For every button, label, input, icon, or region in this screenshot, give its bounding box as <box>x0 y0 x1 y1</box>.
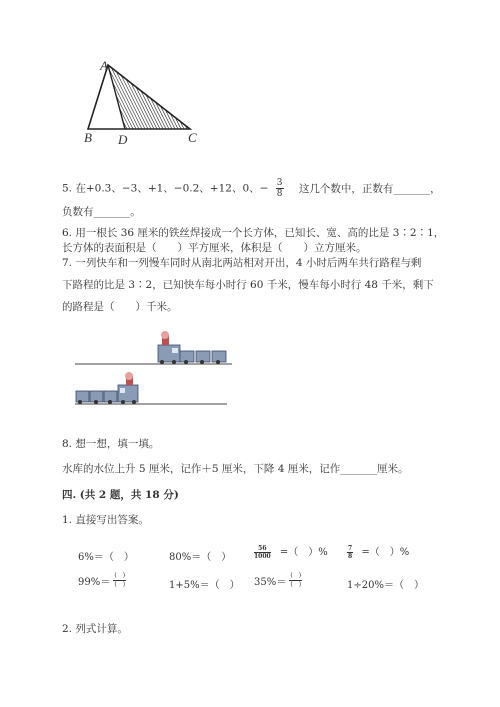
calc-r1-c4 <box>347 543 409 560</box>
calc-r1-c4-text: =（ ）% <box>361 547 410 558</box>
hatch-line <box>174 55 208 135</box>
calc-r1-c4-num: 7 <box>348 545 353 552</box>
label-c: C <box>188 130 197 145</box>
q5-frac-den: 8 <box>276 189 283 199</box>
hatch-line <box>78 55 100 135</box>
question-8-text: 水库的水位上升 5 厘米，记作＋5 厘米，下降 4 厘米，记作_______厘米。 <box>62 463 409 475</box>
hatch-line <box>198 55 208 135</box>
hatch-line <box>183 55 208 135</box>
question-6-line1: 6. 用一根长 36 厘米的铁丝焊接成一个长方体，已知长、宽、高的比是 3∶2∶1， <box>62 227 445 239</box>
calc-r1-c3-text: =（ ）% <box>279 547 328 558</box>
question-5-line1 <box>62 178 441 199</box>
calc-r1-c3-den: 1000 <box>254 553 271 560</box>
calc-r2-c1-den: ( ) <box>114 581 126 588</box>
segment-ad <box>108 65 125 129</box>
hatch-line <box>168 55 208 135</box>
slow-train <box>76 372 138 404</box>
section-title: 四. (共 2 题，共 18 分) <box>62 489 179 501</box>
label-a: A <box>100 58 108 73</box>
hatch-line <box>78 55 97 135</box>
calc-r2-c2: 1+5%＝（ ） <box>169 580 240 591</box>
hatch-line <box>180 55 208 135</box>
hatch-line <box>153 55 193 135</box>
label-d: D <box>118 132 128 147</box>
question-8-title: 8. 想一想，填一填。 <box>62 438 160 450</box>
calc-r1-c4-frac <box>347 545 353 560</box>
calc-r1-c4-den: 8 <box>348 553 353 560</box>
hatch-line <box>78 55 79 135</box>
hatch-line <box>123 55 163 135</box>
question-7-line1: 7. 一列快车和一列慢车同时从南北两站相对开出，4 小时后两车共行路程与剩 <box>62 257 422 269</box>
calc-r1-c3-frac <box>254 545 271 560</box>
calc-r2-c3-frac <box>289 572 302 589</box>
hatch-line <box>150 55 190 135</box>
hatch-line <box>201 55 208 135</box>
calc-r1-c3 <box>254 543 328 560</box>
q5-fraction <box>276 178 284 199</box>
hatch-line <box>78 55 85 135</box>
calc-r2-c3-den: ( ) <box>290 581 302 588</box>
q5-suffix: 这几个数中，正数有_______， <box>298 182 441 195</box>
fast-train <box>158 331 226 364</box>
calc-r2-c1-text: 99%＝ <box>78 577 111 588</box>
q5-prefix: 5. 在+0.3、−3、+1、−0.2、+12、0、− <box>62 182 269 195</box>
hatch-line <box>147 55 187 135</box>
calc-r2-c1-frac <box>113 572 126 589</box>
triangle-outline <box>88 65 190 129</box>
hatch-line <box>165 55 205 135</box>
hatch-line <box>114 55 154 135</box>
hatch-line <box>207 55 208 135</box>
hatch-line <box>111 55 151 135</box>
question-7-line3: 的路程是（ ）千米。 <box>62 301 178 313</box>
calc-r2-c3 <box>254 572 302 589</box>
hatch-line <box>186 55 208 135</box>
hatch-line <box>78 55 82 135</box>
calc-r2-c3-text: 35%＝ <box>254 577 287 588</box>
hatch-line <box>135 55 175 135</box>
hatched-region <box>78 55 208 135</box>
hatch-line <box>204 55 208 135</box>
question-6-line2: 长方体的表面积是（ ）平方厘米，体积是（ ）立方厘米。 <box>62 242 367 254</box>
question-5-line2: 负数有_______。 <box>62 206 141 218</box>
subq-2-title: 2. 列式计算。 <box>62 623 128 635</box>
calc-r1-c3-num: 56 <box>254 545 271 553</box>
hatch-line <box>189 55 208 135</box>
hatch-line <box>195 55 208 135</box>
hatch-line <box>78 55 88 135</box>
hatch-line <box>156 55 196 135</box>
subq-1-title: 1. 直接写出答案。 <box>62 514 149 526</box>
hatch-line <box>78 55 94 135</box>
hatch-line <box>108 55 148 135</box>
calc-r2-c1 <box>78 572 126 589</box>
calc-r1-c1: 6%＝（ ） <box>78 552 134 563</box>
hatch-line <box>159 55 199 135</box>
calc-r2-c4: 1÷20%＝（ ） <box>347 580 424 591</box>
trains-illustration <box>70 330 235 410</box>
question-7-line2: 下路程的比是 3∶2，已知快车每小时行 60 千米，慢车每小时行 48 千米，剩下 <box>62 279 434 291</box>
hatch-line <box>192 55 208 135</box>
hatch-line <box>171 55 208 135</box>
hatch-line <box>132 55 172 135</box>
calc-r1-c2: 80%＝（ ） <box>169 552 232 563</box>
calc-r2-c3-num: ( ) <box>290 572 302 579</box>
hatch-line <box>138 55 178 135</box>
hatch-line <box>129 55 169 135</box>
label-b: B <box>84 130 92 145</box>
calc-r2-c1-num: ( ) <box>114 572 126 579</box>
hatch-line <box>144 55 184 135</box>
q5-frac-num: 3 <box>276 178 283 188</box>
hatch-line <box>120 55 160 135</box>
